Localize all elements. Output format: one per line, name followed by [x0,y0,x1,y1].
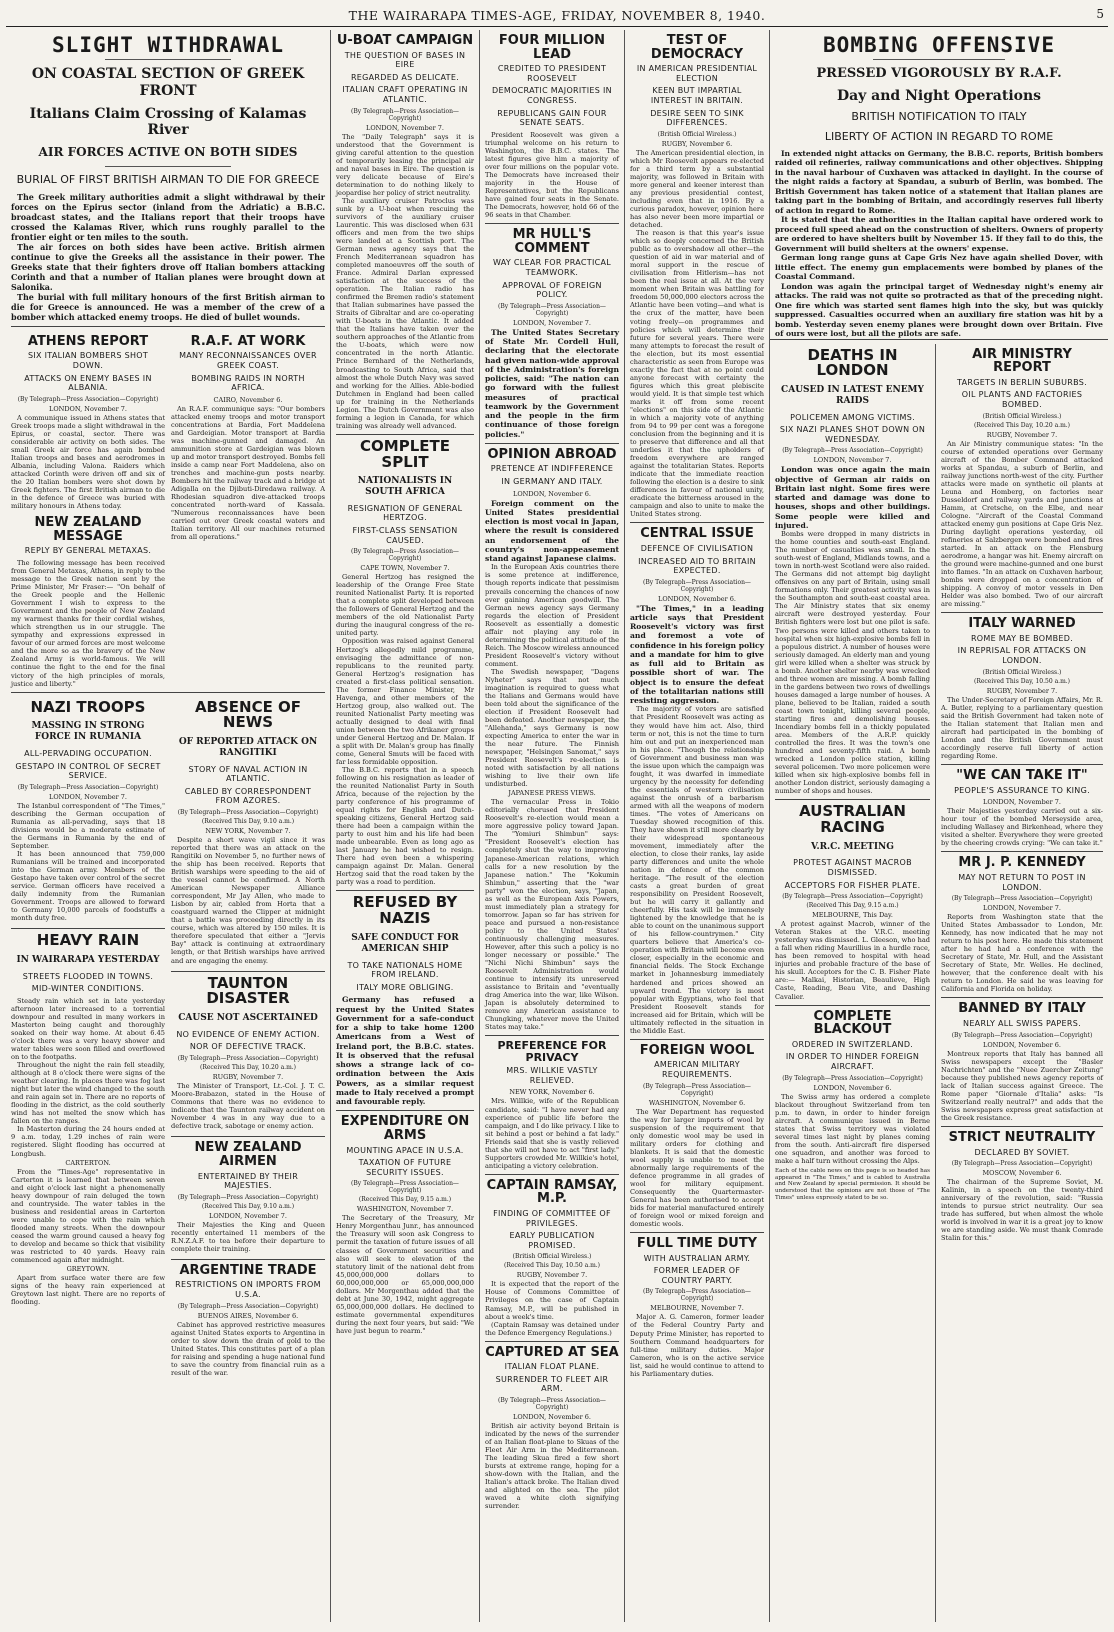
dateline: WASHINGTON, November 7. [356,1205,454,1214]
story-expenditure-on-arms [336,1115,474,1335]
body-text: The majority of voters are satisfied that President Roosevelt was acting as they would have him act. Also, third term or not, this is not the time to turn him out and put an inexperienced man in his place. "Though the relationship of Government and business man was the issue upon which the campaign was fought, it was dwarfed in immediate urgency by the necessity for defending the essentials of western civilisation against the onrush of a barbarism armed with all the weapons of modern times. "The votes of Americans on Tuesday showed recognition of this. They have shown it still more clearly by their widespread spontaneous movement, immediately after the election, to close their ranks, lay aside party differences and unite the whole nation in defence of the common heritage. "The result of the election casts a great burden of great responsibility on President Roosevelt, but he will carry it gallantly and cheerfully. His task will be immensely lightened by the knowledge that he is able to count on the unanimous support of his fellow-countrymen." City quarters believe that America's co-operation with Britain will become even closer, especially in the economic and financial fields. The Stock Exchange market in Johannesburg immediately hardened and prices showed an upward trend. The victory is most popular with Egyptians, who feel that President Roosevelt stands for increased aid for Britain, which will be ultimately reflected in the situation in the Middle East. [630,705,765,1035]
masthead-title: THE WAIRARAPA TIMES-AGE, FRIDAY, NOVEMBER 8, 1940. [348,7,766,23]
subhead: ACCEPTORS FOR FISHER PLATE. [784,880,921,890]
body-text: General Hertzog has resigned the leadership of the Orange Free State reunited Nationalist Party. It is reported that a complete split developed between the followers of General Hertzog and the members of the old Nationalist Party during the inaugural congress of the re-united party. [336,573,474,638]
body-text: The vernacular Press in Tokio editorially chorused that President Roosevelt's re-election would mean a more aggressive policy toward Japan. The "Yomiuri Shimbun" says: "President Roosevelt's election has completely shut the way to improving Japanese-American relations, which calls for a new resolution by the Japanese nation." The "Kokumin Shimbun," asserting that the "war party" won the election, says, "Japan, as well as the European Axis Powers, must immediately plan a strategy for tomorrow. Japan so far has striven for peace and pursued a non-resistance policy to the United States' continuously challenging measures. However, after this such a policy is no longer necessary or possible." The "Nichi Nichi Shimbun" says the Roosevelt Administration would continue to intensify its unreserved assistance to Britain and "eventually drag America into the war, like Wilson. Japan is absolutely determined to remove any American assistance to Chungking, whatever move the United States may take." [485,798,619,1032]
column-1 [6,30,331,1622]
dateline: RUGBY, November 7. [516,1271,588,1280]
subhead: DESIRE SEEN TO SINK DIFFERENCES. [650,108,744,128]
dateline: RUGBY, November 7. [212,1073,284,1082]
story-foreign-wool [630,1044,764,1233]
headline: ITALY WARNED [968,616,1076,632]
body-text: The burial with full military honours of the first British airman to die for Greece is announced. He was a member of the crew of a bomber which attacked enemy troops. He died of bullet wounds. [11,291,325,322]
subhead: ATTACKS ON ENEMY BASES IN ALBANIA. [24,373,152,393]
byline: (By Telegraph—Press Association—Copyright) [782,893,923,901]
subhead: PRESSED VIGOROUSLY BY R.A.F. [816,66,1062,82]
headline: ABSENCE OF NEWS [194,697,302,732]
subhead: FINDING OF COMMITTEE OF PRIVILEGES. [493,1209,611,1228]
story-captured-at-sea [485,1346,619,1511]
story-nazi-troops [11,696,165,1377]
body-text: Despite a short wave vigil since it was reported that there was an attack on the Rangitiki on November 5, no further news of the ship has been received. Reports that British warships were speeding to the aid of the vessel cannot be confirmed. A North American Newspaper Alliance correspondent, Mr Jay Allen, who made to Lisbon by air, cabled from Horta that a coastguard warned the Clipper at midnight that a battle was proceeding directly in its course, which was altered by 150 miles. It is therefore speculated that either a "Jervis Bay" attack is continuing at extraordinary length, or that British warships have arrived and are engaging the enemy. [171,836,325,965]
story-australian-racing [775,804,930,1005]
story-absence-of-news [171,696,325,1377]
headline: TEST OF DEMOCRACY [650,33,744,62]
story-italy-warned [941,617,1103,765]
headline: DEATHS IN LONDON [807,345,898,380]
subhead: SURRENDER TO FLEET AIR ARM. [495,1374,609,1394]
body-text: "The Times," in a leading article says that President Roosevelt's victory was first and foremost a vote of confidence in his foreign policy and a mandate for him to give as full aid to Britain as possible short of war. The object is to ensure the defeat of the totalitarian nations still resisting aggression. [630,603,764,706]
body-text: The Under-Secretary of Foreign Affairs, Mr. R. A. Butler, replying to a parliamentary question said the British Government had taken note of the Italian statement that Italian men and aircraft had participated in the bombing of London and the British Government must accordingly reserve full liberty of action regarding Rome. [941,695,1103,760]
dateline: LONDON, November 7. [813,456,892,465]
body-text: President Roosevelt was given a triumphal welcome on his return to Washington, the B.B.C. states. The latest figures give him a majority of over four millions on the popular vote. The Democrats have increased their majority in the House of Representatives, but the Republicans have gained four seats in the Senate. The Democrats, however, hold 66 of the 96 seats in that Chamber. [485,130,619,220]
dateline: CAPE TOWN, November 7. [360,564,450,573]
subhead: NEARLY ALL SWISS PAPERS. [963,1019,1081,1029]
body-text: Mrs. Willkie, wife of the Republican candidate, said: "I have never had any experience of public life before the campaign, and I do like privacy. I like to sit behind a post or behind a fat lady." Friends said that she is vastly relieved that she will not have to act "first lady." Supporters crowded Mr. Willkie's hotel, anticipating a victory celebration. [485,1097,619,1170]
body-text: The Secretary of the Treasury, Mr Henry Morgenthau Junr., has announced the Treasury will soon ask Congress to permit the taxation of future issues of all classes of Government securities and also will seek to elevation of the statutory limit of the national debt from 45,000,000,000 dollars to 60,000,000,000 or 65,000,000,000 dollars. Mr Morgenthau added that the debt at June 30, 1942, might aggregate 65,000,000,000 dollars. He declined to estimate governmental expenditures during the next four years, but said: "We have just begun to rearm." [336,1214,474,1335]
body-text: A protest against Macrob, winner of the Veteran Stakes at the V.R.C. meeting yesterday was dismissed. L. Gleeson, who had a fall when riding Maurillius in a hurdle race, has been removed to hospital with head injuries and probable fracture of the base of his skull. Acceptors for the C. B. Fisher Plate are:— Malkai, Historian, Beaulieve, High Caste, Reading, Beau Vite, and Dashing Cavalier. [775,920,930,1001]
headline: MR J. P. KENNEDY [958,855,1086,871]
dateline: RUGBY, November 7. [986,686,1058,695]
body-text: It is stated that the authorities in the Italian capital have ordered work to proceed full speed ahead on the construction of shelters. Owners of property are ordered to have shelters built by November 15. If they fail to do this, the Government will build shelters at the owners' expense. [775,215,1103,253]
headline: HEAVY RAIN [11,928,165,949]
story-four-million-lead [485,34,619,224]
newspaper-page [6,4,1108,1624]
subhead: DECLARED BY SOVIET. [974,1147,1070,1157]
story-complete-blackout [775,1010,930,1202]
received-time: (Received This Day, 10.50 a.m.) [974,677,1070,685]
story-air-ministry-report [941,348,1103,614]
dateline: LONDON, November 6. [658,594,736,603]
byline: (By Telegraph—Press Association—Copyright) [351,107,459,122]
body-text: In extended night attacks on Germany, the B.B.C. reports, British bombers raided oil refineries, railway communications and other objectives. Shipping in the naval harbour of Cuxhaven was attacked in daylight. In the course of the night raids a factory at Spandau, a suburb of Berlin, was bombed. The British Government has taken notice of a statement that Italian planes are taking part in the bombing of Britain, and accordingly reserves full liberty of action in regard to Rome. [775,148,1103,215]
dateline: LONDON, November 7. [49,404,127,413]
subhead: PRETENCE AT INDIFFERENCE [490,464,614,474]
body-text: The War Department has requested the way for larger imports of wool by suspension of the requirement that only domestic wool may be used in military orders for clothing and blankets. It is said that the domestic wool supply is unable to meet the abnormally large requirements of the defence programme in all grades of wool for military equipment. Consequently the Quartermaster-General has been authorised to accept bids for material manufactured entirely of foreign wool or mixed foreign and domestic wools. [630,1107,764,1228]
received-time: (Received This Day, 10.20 a.m.) [974,421,1070,429]
subhead: TAXATION OF FUTURE SECURITY ISSUES. [358,1158,452,1177]
story-captain-ramsay [485,1179,619,1342]
subhead: BURIAL OF FIRST BRITISH AIRMAN TO DIE FOR GREECE [16,172,320,186]
subhead: ITALIAN CRAFT OPERATING IN ATLANTIC. [342,85,468,105]
received-time: (Received This Day, 10.20 a.m.) [200,1064,296,1072]
byline: (By Telegraph—Press Association—Copyright) [643,578,751,593]
subhead: POLICEMEN AMONG VICTIMS. [790,412,915,422]
byline: (By Telegraph—Press Association—Copyright) [951,895,1093,903]
subhead: GESTAPO IN CONTROL OF SECRET SERVICE. [15,761,161,781]
headline: BOMBING OFFENSIVE [823,33,1055,57]
column-6 [936,344,1108,1623]
dateline: RUGBY, November 6. [661,139,733,148]
headline: MR HULL'S COMMENT [512,227,592,256]
headline: "WE CAN TAKE IT" [956,767,1088,783]
story-bombing-offensive [770,30,1108,340]
subhead: OF REPORTED ATTACK ON RANGITIKI [178,737,318,758]
subhead: NATIONALISTS IN SOUTH AFRICA [357,476,453,498]
story-deaths-in-london [775,345,930,801]
byline: (By Telegraph—Press Association—Copyright) [498,302,606,317]
body-text: In the European Axis countries there is some pretence at indifference, though reports indicate that pessimism prevails concerning the chances of now ever gaining American goodwill. The German news agency says Germany regards the election of President Roosevelt as essentially a domestic affair not playing any role in determining the political attitude of the Reich. The Moscow wireless announced President Roosevelt's victory without comment. [485,563,619,668]
story-mr-jp-kennedy [941,856,1103,998]
body-text: Bombs were dropped in many districts in the home counties and south-east England. The number of casualties was small. In the south-west of England, Midlands towns, and a town in north-west Scotland were also raided. The Germans did not attempt big daylight offensives on any part of Britain, using small formations only. Their greatest activity was in the Southampton and south-east coastal area. The Air Ministry states that six enemy aircraft were destroyed yesterday. Four British fighters were lost but one pilot is safe. Two persons were killed and others taken to hospital when six high-explosive bombs fell in a populous district. A number of houses were seriously damaged. An elderly man and young girl were killed when a shelter was struck by a bomb. Another shelter nearby was wrecked and three women are missing. A bomb falling in the gardens between two rows of dwellings houses damaged a large number of houses. A plane, believed to be Italian, raided a south coast town tonight, killing several people, starting fires and demolishing houses. Incendiary bombs fell in a thickly populated area. Members of the A.R.P. quickly controlled the fires. It was the town's one hundred and seventy-fifth raid. A bomb wrecked a London police station, killing several policemen. Two more policemen were killed when six high-explosive bombs fell in another London district, seriously damaging a number of shops and houses. [775,530,930,796]
byline: (British Official Wireless.) [512,1253,592,1261]
headline: SLIGHT WITHDRAWAL [52,33,284,57]
subhead: IN ORDER TO HINDER FOREIGN AIRCRAFT. [785,1052,920,1072]
subhead: PEOPLE'S ASSURANCE TO KING. [954,785,1090,795]
headline: CAPTAIN RAMSAY, M.P. [486,1177,618,1207]
columns-5-6-lower [770,344,1108,1623]
split-nazi-news [11,692,325,1377]
story-banned-by-italy [941,1002,1103,1127]
dateline: CAIRO, November 6. [213,395,283,404]
subhead: CREDITED TO PRESIDENT ROOSEVELT [497,64,607,83]
subhead: ITALIAN FLOAT PLANE. [504,1362,600,1372]
subhead: REPUBLICANS GAIN FOUR SENATE SEATS. [497,108,607,128]
body-text: The auxiliary cruiser Patroclus was sunk by a U-boat when rescuing the survivors of the auxiliary cruiser Laurentic. This was disclosed when 631 officers and men from the two ships were landed at a Scottish port. The German news agency says that the French Mediterranean squadron has completed manoeuvres off the south of France. Admiral Darlan expressed satisfaction at the success of the operation. The Italian radio has confirmed the Bremen radio's statement that Italian submarines have passed the Straits of Gibraltar and are co-operating with U-boats in the Atlantic. It added that the Italians have taken over the southern approaches of the Atlantic from the U-boats, which were now concentrated in the north Atlantic. Prince Bernhard of the Netherlands, broadcasting to South Africa, said that almost the whole Dutch Navy was saved and working for the Allies. Able-bodied Dutchmen in England had been called up for training in the Netherlands Legion. The Dutch Government was also forming a legion in Canada, for which training was already well advanced. [336,196,474,430]
subhead: MAY NOT RETURN TO POST IN LONDON. [958,872,1086,892]
byline: (By Telegraph—Press Association—Copyright) [498,1397,606,1412]
subhead: WITH AUSTRALIAN ARMY. [643,1253,751,1263]
subhead: STORY OF NAVAL ACTION IN ATLANTIC. [188,764,308,784]
subhead: Italians Claim Crossing of Kalamas River [29,105,307,139]
dateline: WASHINGTON, November 6. [648,1098,746,1107]
story-refused-by-nazis [336,895,474,1111]
dateline: MELBOURNE, November 7. [650,1304,744,1313]
dateline: BUENOS AIRES, November 6. [197,1311,299,1320]
subhead: ENTERTAINED BY THEIR MAJESTIES. [197,1171,299,1191]
byline: (British Official Wireless.) [982,668,1062,676]
body-text: Their Majesties yesterday carried out a six-hour tour of the bombed Merseyside area, including Wallasey and Birkenhead, where they visited a shelter. Everywhere they were greeted by the cheering crowds crying: "We can take it." [941,807,1103,848]
received-time: (Received This Day, 9.15 a.m.) [358,1196,452,1204]
story-raf-at-work [171,331,325,688]
subhead: MANY RECONNAISSANCES OVER GREEK COAST. [179,351,317,371]
subhead: EARLY PUBLICATION PROMISED. [509,1231,595,1250]
subhead: ORDERED IN SWITZERLAND. [791,1039,914,1049]
subhead: PROTEST AGAINST MACROB DISMISSED. [793,858,912,878]
body-text: The United States Secretary of State Mr. Cordell Hull, declaring that the electorate had given nation-wide approval of the Administration's foreign policies, said: "The nation can go forward with the fullest measures of practical teamwork by the Government and the people in the firm continuance of those foreign policies." [485,327,619,439]
body-text: London was again the principal target of Wednesday night's enemy air attacks. The raid was not quite so protracted as that of the preceding night. One fire which was started sent flames high into the sky, but was quickly suppressed. Casualties occurred when an auxiliary fire station was hit by a bomb. Yesterday seven enemy planes were brought down over Britain. Five of ours were lost, but all the pilots are safe. [775,281,1103,339]
headline: STRICT NEUTRALITY [948,1129,1096,1145]
body-text: London was once again the main objective of German air raids on Britain last night. Some fires were started and damage was done to houses, shops and other buildings. Some people were killed and injured. [775,465,930,530]
body-text: Foreign comment on the United States presidential election is most vocal in Japan, where the result is considered an endorsement of the country's non-appeasement stand against Japanese claims. [485,498,619,564]
byline: (By Telegraph—Press Association—Copyright) [351,548,459,563]
byline: (By Telegraph—Press Association—Copyright) [177,809,319,817]
story-complete-split [336,436,474,892]
body-text: The air forces on both sides have been active. British airmen continue to give the Greeks all the assistance in their power. The Greeks state that their fighters drove off Italian bombers attacking Corinth and that a number of Italian planes were brought down at Salonika. [11,241,325,292]
subhead: MOUNTING APACE IN U.S.A. [346,1145,464,1155]
section-label: JAPANESE PRESS VIEWS. [508,789,596,798]
subhead: RESTRICTIONS ON IMPORTS FROM U.S.A. [175,1280,321,1300]
subhead: CABLED BY CORRESPONDENT FROM AZORES. [184,786,312,806]
subhead: RESIGNATION OF GENERAL HERTZOG. [347,503,463,523]
headline: FULL TIME DUTY [636,1236,758,1252]
byline: (British Official Wireless.) [657,130,737,138]
headline: COMPLETE SPLIT [360,436,450,471]
subhead: DEMOCRATIC MAJORITIES IN CONGRESS. [492,86,612,106]
dateline: LONDON, November 7. [983,798,1061,807]
body-text: It is expected that the report of the House of Commons Committee of Privileges on the case of Captain Ramsay, M.P., will be published in about a week's time. [485,1280,619,1321]
subhead: TO TAKE NATIONALS HOME FROM IRELAND. [347,960,463,980]
body-text: Steady rain which set in late yesterday afternoon later increased to a torrential downpour and resulted in many workers in Masterton being caught and thoroughly soaked on their way home. At about 6.45 o'clock there was a very heavy shower and water tables were soon filled and overflowed on to the footpaths. [11,996,165,1062]
body-text: German long range guns at Cape Gris Nez have again shelled Dover, with little effect. The enemy gun emplacements were bombed by planes of the Coastal Command. [775,253,1103,282]
dateline: LONDON, November 7. [49,792,127,801]
dateline: NEW YORK, November 7. [205,827,291,836]
headline: NEW ZEALAND AIRMEN [171,1136,325,1168]
subhead: TARGETS IN BERLIN SUBURBS. [957,377,1087,387]
body-text: The Swiss army has ordered a complete blackout throughout Switzerland from ten p.m. to dawn, in order to hinder foreign aircraft. A communique issued in Berne states that Swiss territory was violated several times last night by planes coming from the south. Anti-aircraft fire dispersed one squadron, and another was forced to make a half turn without crossing the Alps. [775,1092,930,1165]
subhead: REGARDED AS DELICATE. [350,72,460,82]
byline: (By Telegraph—Press Association—Copyright) [351,1180,459,1195]
body-text: Germany has refused a request by the United States Government for a safe-conduct for a ship to take home 1200 Americans from a West of Ireland port, the B.B.C. states. It is observed that the refusal shows a strange lack of co-ordination between the Axis Powers, as a similar request made to Italy received a prompt and favourable reply. [336,995,474,1107]
headline: PREFERENCE FOR PRIVACY [497,1039,607,1064]
dateline: LONDON, November 6. [513,1413,591,1422]
story-test-of-democracy [630,34,764,523]
byline: (By Telegraph—Press Association—Copyright) [177,1193,319,1201]
subhead: ALL-PERVADING OCCUPATION. [24,748,152,758]
headline: REFUSED BY NAZIS [352,893,458,928]
dateline: LONDON, November 6. [813,1083,892,1092]
headline: FOUR MILLION LEAD [498,33,606,62]
byline: (By Telegraph—Press Association—Copyright) [17,783,159,791]
received-time: (Received This Day, 10.50 a.m.) [504,1262,600,1270]
body-text: The "Daily Telegraph" says it is understood that the Government is giving careful attention to the question of temporarily leasing the principal air and naval bases in Eire. The question is very delicate because of Eire's determination to do nothing likely to jeopardise her policy of strict neutrality. [336,132,474,197]
subhead: MRS. WILLKIE VASTLY RELIEVED. [506,1066,598,1085]
dateline: LONDON, November 7. [366,123,444,132]
subhead: IN REPRISAL FOR ATTACKS ON LONDON. [957,646,1087,666]
column-4 [625,30,770,1622]
headline: EXPENDITURE ON ARMS [340,1114,470,1143]
subhead: STREETS FLOODED IN TOWNS. [22,971,154,981]
headline: CENTRAL ISSUE [640,526,754,542]
story-we-can-take-it [941,769,1103,852]
dateline: MELBOURNE, This Day. [812,911,893,920]
body-text: From the "Times-Age" representative in Carterton it is learned that between seven and eight o'clock last night a phenomenally heavy downpour of rain deluged the town and countryside. The water tables in the business and residential areas in Carterton were unable to cope with the rain which flooded many streets. When the downpour ceased the warm ground caused a heavy fog to develop and became so thick that visibility was restricted to 40 yards. Heavy rain commenced again after midnight. [11,1167,165,1264]
dateline: RUGBY, November 7. [986,430,1058,439]
subhead: WAY CLEAR FOR PRACTICAL TEAMWORK. [492,258,612,278]
byline: (By Telegraph—Press Association—Copyright) [951,1160,1093,1168]
body-text: The following message has been received from General Metaxas, Athens, in reply to the message to the Greek nation sent by the Prime Minister, Mr Fraser:— "On behalf of the Greek people and the Hellenic Government I wish to express to the Government and the people of New Zealand my warmest thanks for their cordial wishes, which strengthen us in our struggle. The sympathy and expressions expressed in favour of our armed forces are most welcome and the more so as the bravery of the New Zealand Army is world-famous. We will continue the fight to the end for the final victory of the high principles of morals, justice and liberty." [11,559,165,688]
headline: CAPTURED AT SEA [485,1344,619,1360]
headline: FOREIGN WOOL [639,1042,755,1058]
headline: ATHENS REPORT [27,333,149,349]
body-text: The Minister of Transport, Lt.-Col. J. T. C. Moore-Brabazon, stated in the House of Commons that there was no evidence to indicate that the Taunton railway accident on November 4 was in any way due to a defective track, sabotage or enemy action. [171,1082,325,1131]
subhead: MID-WINTER CONDITIONS. [31,984,145,994]
subhead: SAFE CONDUCT FOR AMERICAN SHIP [351,932,459,954]
body-text: The Istanbul correspondent of "The Times," describing the German occupation of Rumania as all-pervading, says that 18 divisions would be a moderate estimate of the Germans in Rumania by the end of September. [11,801,165,850]
dateline: LONDON, November 6. [513,489,591,498]
body-text: In Masterton during the 24 hours ended at 9 a.m. today, 1.29 inches of rain were registered. Slight flooding has occurred at Longbush. [11,1125,165,1158]
headline: R.A.F. AT WORK [190,333,306,349]
subhead: ROME MAY BE BOMBED. [970,633,1074,643]
byline: (By Telegraph—Press Association—Copyright) [643,1082,751,1097]
body-text: Throughout the night the rain fell steadily, although at 8 o'clock there were signs of the weather clearing. In places there was fog last night but later the wind changed to the south and rain again set in. There are no reports of flooding in the district, as the cold southerly wind has not melted the snow which has fallen on the ranges. [11,1061,165,1126]
subhead: AIR FORCES ACTIVE ON BOTH SIDES [38,145,298,160]
body-text: British air activity beyond Britain is indicated by the news of the surrender of an Italian float-plane to Skuas of the Fleet Air Arm in the Mediterranean. The leading Skua fired a few short bursts at extreme range, hoping for a show-down with the Italian, and the Italian's attack broke. The Italian dived and alighted on the sea. The pilot waved a white cloth signifying surrender. [485,1422,619,1511]
subhead: LIBERTY OF ACTION IN REGARD TO ROME [824,129,1054,143]
body-text: The American presidential election, in which Mr Roosevelt appears re-elected for a third term by a substantial majority, was followed in Britain with more general and keener interest than any previous presidential contest, including even that in 1916. By a curious paradox, however, opinion here has also never been more impartial or detached. [630,148,764,230]
dateline: LONDON, November 6. [983,1040,1061,1049]
subhead: KEEN BUT IMPARTIAL INTEREST IN BRITAIN. [650,86,744,106]
subhead: THE QUESTION OF BASES IN EIRE [344,50,466,70]
subhead: IN WAIRARAPA YESTERDAY [16,954,160,965]
body-text: Their Majesties the King and Queen recently entertained 11 members of the R.N.Z.A.F. to tea before their departure to complete their training. [171,1220,325,1253]
dateline: NEW YORK, November 6. [509,1088,595,1097]
subhead: Day and Night Operations [836,87,1042,104]
headline: AIR MINISTRY REPORT [972,346,1072,376]
headline: BANNED BY ITALY [958,1001,1086,1017]
story-slight-withdrawal [11,34,325,327]
body-text: The reason is that this year's issue which so deeply concerned the British public as to overshadow all other—the question of aid in war material and of moral support in the rescue of civilisation from Hitlerism—has not been the real issue at all. At the very moment when Britain was battling for freedom 50,000,000 electors across the Atlantic have been voting—and what is the crux of the matter, have been voting freely—on programmes and policies which will determine their future for several years. There were many attempts to forecast the result of the election, but its most essential characteristic as seen from Europe was exactly the fact that at no point could anyone forecast with certainty the figures which this great plebiscite would yield. It is that simple test which marks it off from some recent "elections" on this side of the Atlantic in which a majority vote of anything from 94 to 99 per cent was a foregone conclusion from the beginning and it is to preserve that difference and all that underlies it that the upholders of freedom everywhere are ranged against the totalitarian States. Reports indicate that the immediate reaction following the election is a desire to sink differences in favour of national unity, eradicate the bitterness aroused in the campaign and also to unite to make the United States strong. [630,229,764,519]
section-label: GREYTOWN. [66,1264,110,1273]
footnote: Each of the cable news on this page is so headed has appeared in "The Times," and is cabled to Australia and New Zealand by special permission. It should be understood that the opinions are not those of "The Times" unless expressly stated to be so. [775,1167,930,1201]
byline: (British Official Wireless.) [982,412,1062,420]
headline: ARGENTINE TRADE [171,1259,325,1278]
body-text: It has been announced that 759,000 Rumanians will be trained and incorporated into the German army. Members of the Gestapo have taken over control of the secret service. German officers have received a daily indemnity from the Rumanian Government. Troops are allowed to forward to Germany 10,000 parcels of foodstuffs a month duty free. [11,849,165,923]
subhead: SIX ITALIAN BOMBERS SHOT DOWN. [27,351,149,371]
masthead [6,4,1108,27]
body-text: An Air Ministry communique states: "In the course of extended operations over Germany aircraft of the Bomber Command attacked works at Spandau, a suburb of Berlin, and railway junctions north-west of the city. Further attacks were made on synthetic oil plants at Leuna and Homberg, on factories near Dusseldorf and railway yards and junctions at Hamm, at Cretsche, on the Elbe, and near Cologne. "Aircraft of the Coastal Command attacked enemy gun positions at Cape Gris Nez. During daylight operations yesterday, oil refineries at Salzbergen were bombed and fires started. In an attack on the Flensburg aerodrome, a hangar was hit. Enemy aircraft on the ground were machine-gunned and one burst into flames. "In an attack on Cuxhaven harbour, bombs were dropped on a concentration of shipping. A convoy of motor vessels in Den Helder was also bombed. Two of our aircraft are missing." [941,439,1103,609]
headline: NAZI TROOPS [30,697,146,716]
dateline: MOSCOW, November 6. [982,1169,1062,1178]
dateline: LONDON, November 7. [983,904,1061,913]
subhead: NOR OF DEFECTIVE TRACK. [189,1042,307,1052]
body-text: The Greek military authorities admit a slight withdrawal by their forces on the Epirus sector (inland from the Adriatic) a B.B.C. broadcast states, and the Italians report that their troops have crossed the Kalamas River, which runs roughly parallel to the frontier eight or ten miles to the south. [11,191,325,242]
byline: (By Telegraph—Press Association—Copyright) [782,1074,923,1082]
story-preference-for-privacy [485,1040,619,1175]
body-text: A communique issued in Athens states that Greek troops made a slight withdrawal in the Epirus, or coastal, sector. There was considerable air activity on both sides. The small Greek air force has again bombed Italian troops and bases and aerodromes in Albania, including Valona. Raiders which attacked Corinth were driven off and six of the 20 Italian bombers were shot down by Greek fighters. The first British airman to die in the defence of Greece was buried with military honours in Athens today. [11,413,165,511]
page-number: 5 [1096,7,1104,21]
subhead: DEFENCE OF CIVILISATION [640,543,754,553]
columns-5-6 [770,30,1108,1622]
headline: AUSTRALIAN RACING [799,802,906,836]
body-text: Cabinet has approved restrictive measures against United States exports to Argentina in order to slow down the drain of gold to the United States. This constitutes part of a plan for raising and spending a huge national fund to save the country from financial ruin as a result of the war. [171,1320,325,1377]
story-u-boat-campaign [336,34,474,435]
received-time: (Received This Day, 9.10 a.m.) [201,1202,295,1210]
story-strict-neutrality [941,1131,1103,1242]
dateline: LONDON, November 7. [209,1211,287,1220]
headline: OPINION ABROAD [487,446,617,462]
subhead: BRITISH NOTIFICATION TO ITALY [851,110,1027,124]
column-2 [331,30,480,1622]
body-text: (Captain Ramsay was detained under the Defence Emergency Regulations.) [485,1320,619,1337]
subhead: CAUSED IN LATEST ENEMY RAIDS [781,385,924,406]
body-text: Montreux reports that Italy has banned all Swiss newspapers except the "Basler Nachrichten" and the "Nuee Zuercher Zeitung" because they published news agency reports of lack of Italian success against Greece. The Rome paper "Giornale d'Italia" asks: "Is Switzerland really neutral?" and adds that the Swiss newspapers express great satisfaction at the Greek resistance. [941,1049,1103,1122]
column-3 [480,30,625,1622]
subhead: REPLY BY GENERAL METAXAS. [24,546,152,556]
headline: NEW ZEALAND MESSAGE [34,515,142,544]
subhead: APPROVAL OF FOREIGN POLICY. [502,280,602,300]
received-time: (Received This Day, 9.10 a.m.) [201,818,295,826]
body-text: The chairman of the Supreme Soviet, M. Kalinin, in a speech on the twenty-third anniversary of the revolution, said: "Russia intends to pursue strict neutrality. Our sea trade has suffered, but when almost the whole world is involved in war it is a great joy to know we are standing aside. We must thank Comrade Stalin for this." [941,1178,1103,1243]
byline: (By Telegraph—Press Association—Copyright) [17,395,159,403]
subhead: CAUSE NOT ASCERTAINED [178,1013,318,1024]
body-text: Reports from Washington state that the United States Ambassador to London, Mr. Kennedy, has now indicated that he may not return to his post here. He made this statement after he had had a conference with the Secretary of State, Mr. Hull, and the Assistant Secretary of State, Mr. Welles. He declined, however, that the conference dealt with his return to London. He said he was leaving for California and Florida on holiday. [941,913,1103,994]
subhead: FORMER LEADER OF COUNTRY PARTY. [653,1266,741,1285]
dateline: LONDON, November 7. [513,318,591,327]
split-athens-raf [11,331,325,688]
subhead: ON COASTAL SECTION OF GREEK FRONT [31,66,305,99]
story-opinion-abroad [485,448,619,1036]
body-text: The Swedish newspaper, "Dagens Nyheter" says that not much imagination is required to guess what the Italians and Germans would have been told about the significance of the election if President Roosevelt had been defeated. Another newspaper, the "Allehanda," says Germany is now expecting America to enter the war in the near future. The Finnish newspaper, "Helsingen Sanomat," says President Roosevelt's re-election is noted with satisfaction by all nations wishing to live their own life undisturbed. [485,667,619,789]
body-text: An R.A.F. communique says: "Our bombers attacked enemy troops and motor transport concentrations at Bardia, Fort Maddelena and Gardeigian. Motor transport at Bardia was machine-gunned and damaged. An ammunition store at Gardeigian was blown up and motor transport destroyed. Bombs fell inside a camp near Fort Maddelena, also on trenches and machine-gun posts nearby. Bombers hit the railway track and a bridge at Adigalla on the Djibuti-Diredawa railway. A Rhodesian squadron dive-attacked troops concentrated north-ward of Kassala. "Numerous reconnaissances have been carried out over Greek coastal waters and Italian territory. All our machines returned from all operations." [171,404,325,542]
subhead: BOMBING RAIDS IN NORTH AFRICA. [191,373,305,393]
byline: (By Telegraph—Press Association—Copyright) [177,1302,319,1310]
headline: TAUNTON DISASTER [171,971,325,1008]
body-text: Apart from surface water there are few signs of the heavy rain experienced at Greytown last night. There are no reports of flooding. [11,1273,165,1306]
subhead: ITALY MORE OBLIGING. [356,982,454,992]
story-athens-report [11,331,165,688]
story-full-time-duty [630,1237,764,1378]
body-text: Opposition was raised against General Hertzog's allegedly mild programme, envisaging the admittance of non-republicans to the reunited party. General Hertzog's resignation has created a first-class political sensation. The former Finance Minister, Mr Havenga, and other members of the Hertzog group, also walked out. The reunited Nationalist Party meeting was actually designed to deal with final union between the two Afrikaner groups under General Hertzog and Dr. Malan. If a split with Dr. Malan's group has finally come, General Smuts will be faced with far less formidable opposition. [336,637,474,766]
subhead: FIRST-CLASS SENSATION CAUSED. [352,526,458,545]
received-time: (Received This Day, 9.15 a.m.) [806,902,899,910]
subhead: OIL PLANTS AND FACTORIES BOMBED. [961,390,1083,409]
headline: COMPLETE BLACKOUT [813,1008,892,1038]
subhead: NO EVIDENCE OF ENEMY ACTION. [176,1029,320,1039]
byline: (By Telegraph—Press Association—Copyright) [782,447,923,455]
story-central-issue [630,527,764,1039]
body-text: Major A. G. Cameron, former leader of the Federal Country Party and Deputy Prime Minister, has reported to Southern Command headquarters for full-time military duties. Major Cameron, who is on the active service list, said he would continue to attend to his Parliamentary duties. [630,1313,764,1378]
byline: (By Telegraph—Press Association—Copyright) [177,1055,319,1063]
subhead: MASSING IN STRONG FORCE IN RUMANIA [31,721,145,743]
subhead: INCREASED AID TO BRITAIN EXPECTED. [638,556,756,576]
subhead: SIX NAZI PLANES SHOT DOWN ON WEDNESDAY. [779,425,926,444]
column-5 [770,344,936,1623]
subhead: V.R.C. MEETING [811,841,894,852]
byline: (By Telegraph—Press Association—Copyright) [951,1031,1093,1039]
section-label: CARTERTON. [65,1158,111,1167]
headline: U-BOAT CAMPAIGN [336,33,474,48]
subhead: IN GERMANY AND ITALY. [501,477,603,487]
byline: (By Telegraph—Press Association—Copyright) [643,1288,751,1303]
body-text: The B.B.C. reports that in a speech following on his resignation as leader of the reunited Nationalist Party in South Africa, because of the rejection by the party conference of his programme of equal rights for English and Dutch-speaking citizens, General Hertzog said there had been a campaign within the party to oust him and his life had been made unbearable. Even as long ago as last January he had wished to resign. There had even been a whispering campaign against Dr. Malan. General Hertzog said that the road taken by the party was a road to perdition. [336,765,474,887]
subhead: IN AMERICAN PRESIDENTIAL ELECTION [636,64,758,83]
story-mr-hulls-comment [485,228,619,444]
subhead: AMERICAN MILITARY REQUIREMENTS. [654,1060,740,1079]
